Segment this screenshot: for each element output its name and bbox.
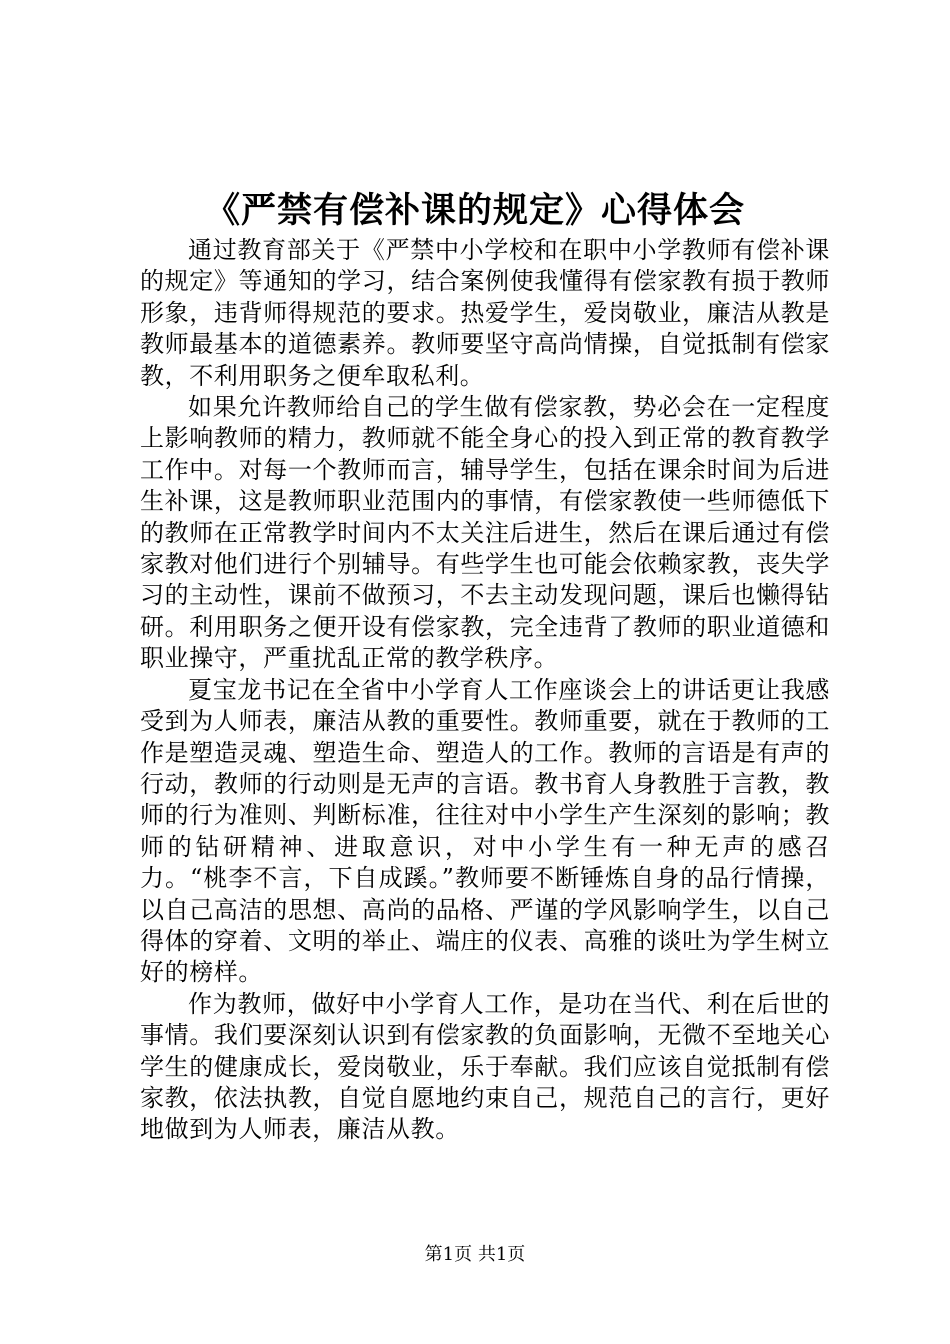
paragraph: 夏宝龙书记在全省中小学育人工作座谈会上的讲话更让我感受到为人师表，廉洁从教的重要性。教师重要，就在于教师的工作是塑造灵魂、塑造生命、塑造人的工作。教师的言语是有声的行动，教师的行动则是无声的言语。教书育人身教胜于言教，教师的行为准则、判断标准，往往对中小学生产生深刻的影响；教师的钻研精神、进取意识，对中小学生有一种无声的感召力。“桃李不言，下自成蹊。”教师要不断锤炼自身的品行情操，以自己高洁的思想、高尚的品格、严谨的学风影响学生，以自己得体的穿着、文明的举止、端庄的仪表、高雅的谈吐为学生树立好的榜样。	[140, 675, 830, 987]
paragraph: 通过教育部关于《严禁中小学校和在职中小学教师有偿补课的规定》等通知的学习，结合案例使我懂得有偿家教有损于教师形象，违背师得规范的要求。热爱学生，爱岗敬业，廉洁从教是教师最基本的道德素养。教师要坚守高尚情操，自觉抵制有偿家教，不利用职务之便牟取私利。	[140, 236, 830, 390]
paragraph: 作为教师，做好中小学育人工作，是功在当代、利在后世的事情。我们要深刻认识到有偿家教的负面影响，无微不至地关心学生的健康成长，爱岗敬业，乐于奉献。我们应该自觉抵制有偿家教，依法执教，自觉自愿地约束自己，规范自己的言行，更好地做到为人师表，廉洁从教。	[140, 989, 830, 1144]
paragraph: 如果允许教师给自己的学生做有偿家教，势必会在一定程度上影响教师的精力，教师就不能全身心的投入到正常的教育教学工作中。对每一个教师而言，辅导学生，包括在课余时间为后进生补课，这是教师职业范围内的事情，有偿家教使一些师德低下的教师在正常教学时间内不太关注后进生，然后在课后通过有偿家教对他们进行个别辅导。有些学生也可能会依赖家教，丧失学习的主动性，课前不做预习，不去主动发现问题，课后也懒得钻研。利用职务之便开设有偿家教，完全违背了教师的职业道德和职业操守，严重扰乱正常的教学秩序。	[140, 393, 830, 673]
document-title: 《严禁有偿补课的规定》心得体会	[204, 190, 745, 231]
page-number-footer: 第1页 共1页	[424, 1244, 526, 1265]
document-body	[140, 235, 830, 1146]
